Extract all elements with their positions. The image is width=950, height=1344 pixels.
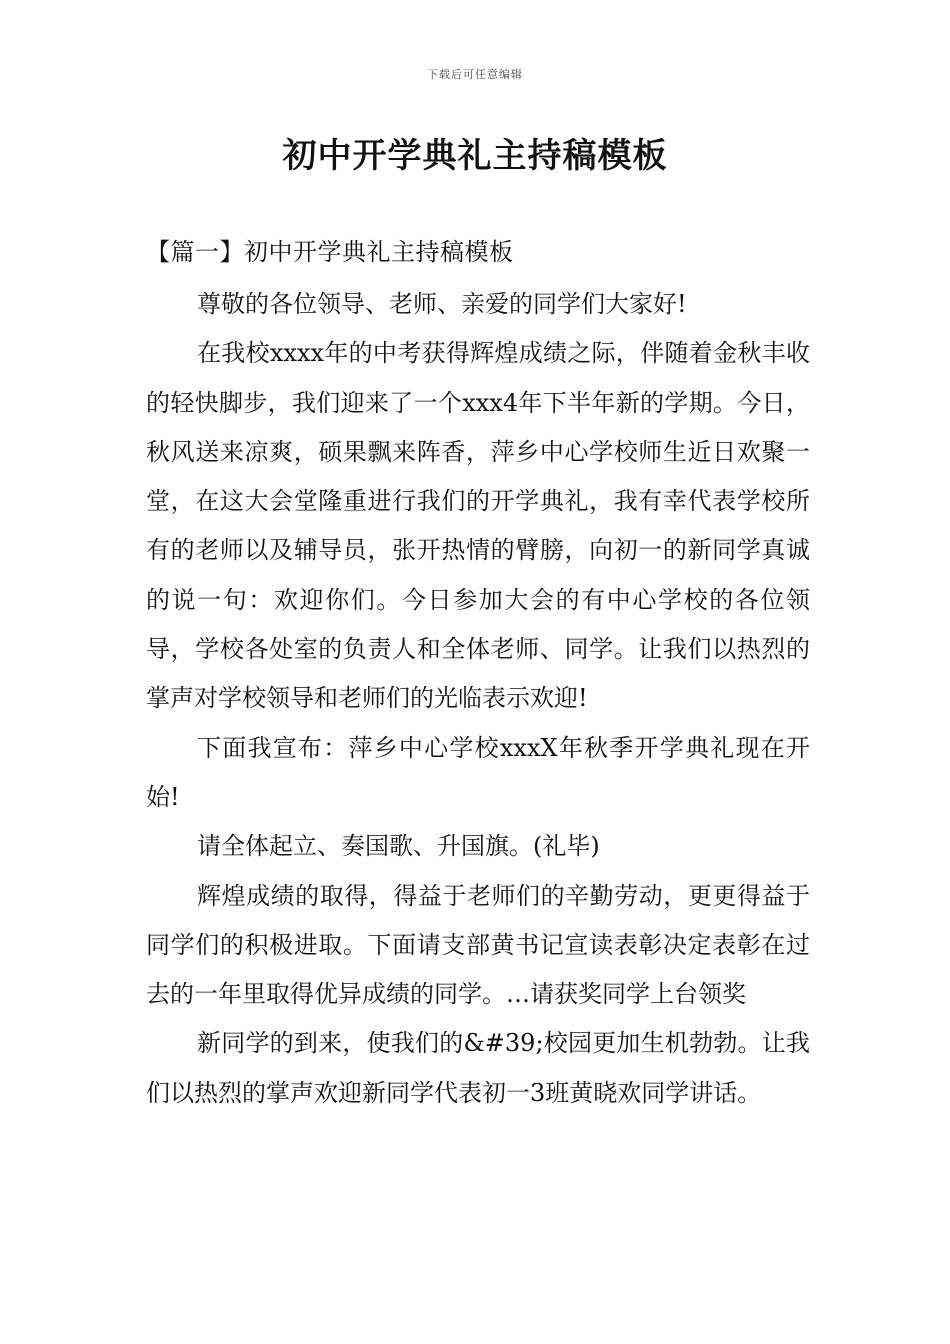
section-heading: 【篇一】初中开学典礼主持稿模板 (146, 238, 514, 266)
paragraph-opening: 在我校xxxx年的中考获得辉煌成绩之际，伴随着金秋丰收的轻快脚步，我们迎来了一个xxx4年下半年新的学期。今日，秋风送来凉爽，硕果飘来阵香，萍乡中心学校师生近日欢聚一堂，在这大会堂隆重进行我们的开学典礼，我有幸代表学校所有的老师以及辅导员，张开热情的臂膀，向初一的新同学真诚的说一句：欢迎你们。今日参加大会的有中心学校的各位领导，学校各处室的负责人和全体老师、同学。让我们以热烈的掌声对学校领导和老师们的光临表示欢迎! (146, 339, 810, 713)
document-body (146, 280, 810, 1118)
header-note: 下载后可任意编辑 (427, 68, 523, 81)
paragraph-anthem: 请全体起立、奏国歌、升国旗。(礼毕) (197, 832, 600, 861)
paragraph-announcement: 下面我宣布：萍乡中心学校xxxX年秋季开学典礼现在开始! (146, 733, 810, 811)
paragraph-awards: 辉煌成绩的取得，得益于老师们的辛勤劳动，更更得益于同学们的积极进取。下面请支部黄书记宣读表彰决定表彰在过去的一年里取得优异成绩的同学。…请获奖同学上台领奖 (146, 881, 810, 1009)
paragraph-greeting: 尊敬的各位领导、老师、亲爱的同学们大家好! (197, 290, 687, 318)
paragraph-new-students: 新同学的到来，使我们的&#39;校园更加生机勃勃。让我们以热烈的掌声欢迎新同学代表初一3班黄晓欢同学讲话。 (146, 1029, 810, 1107)
document-title: 初中开学典礼主持稿模板 (282, 136, 668, 176)
